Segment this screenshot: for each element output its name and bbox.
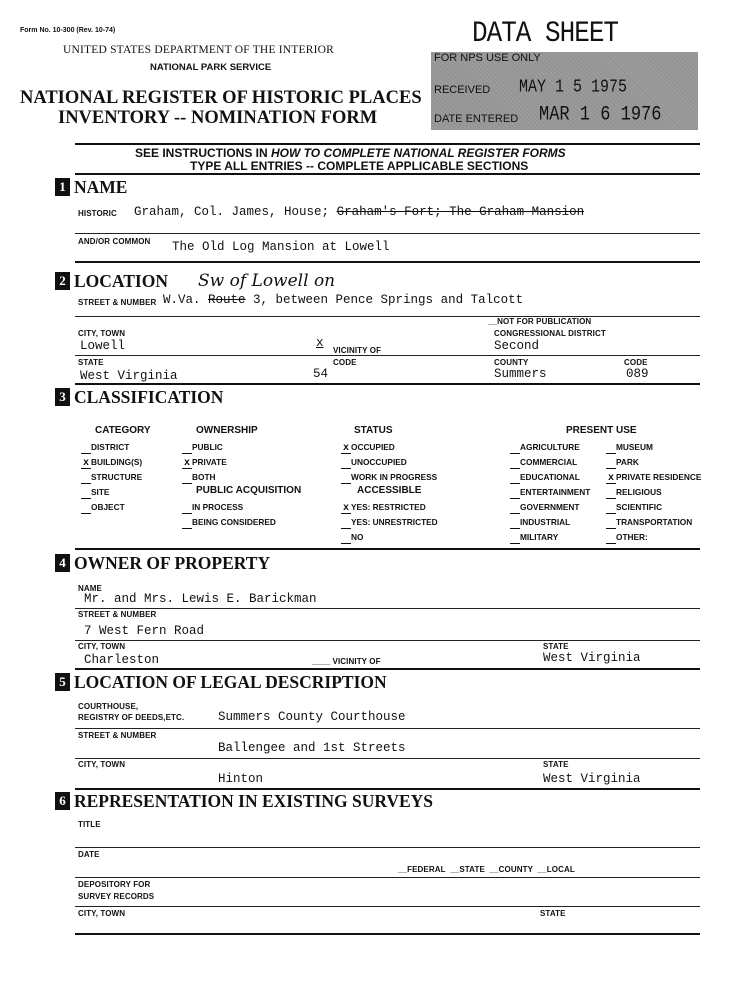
checkbox-accessible	[341, 517, 438, 529]
checkbox-mark	[606, 490, 616, 499]
vicinity-mark: x	[316, 336, 324, 350]
checkbox-mark	[81, 505, 91, 514]
checkbox-category	[81, 502, 125, 514]
checkbox-mark	[341, 520, 351, 529]
checkbox-label: NO	[351, 532, 364, 542]
checkbox-label: BEING CONSIDERED	[192, 517, 276, 527]
checkbox-accessible	[341, 502, 426, 514]
checkbox-mark	[606, 460, 616, 469]
legal-state: West Virginia	[543, 772, 641, 786]
checkbox-label: INDUSTRIAL	[520, 517, 571, 527]
checkbox-category	[81, 442, 129, 454]
checkbox-mark	[510, 505, 520, 514]
header-rule	[75, 143, 700, 145]
street-struck: Route	[208, 293, 246, 307]
checkbox-ownership	[182, 457, 227, 469]
checkbox-present2	[606, 442, 653, 454]
vicinity-label: VICINITY OF	[333, 346, 382, 355]
owner-street-label: STREET & NUMBER	[78, 610, 157, 619]
section-1-title: NAME	[74, 177, 128, 197]
checkbox-label: OBJECT	[91, 502, 125, 512]
form-title-line2: INVENTORY -- NOMINATION FORM	[58, 108, 378, 128]
checkbox-mark: x	[607, 473, 614, 484]
form-title-line1: NATIONAL REGISTER OF HISTORIC PLACES	[20, 88, 422, 108]
checkbox-mark	[182, 445, 192, 454]
checkbox-label: DISTRICT	[91, 442, 130, 452]
checkbox-present1	[510, 457, 577, 469]
checkbox-mark	[510, 520, 520, 529]
checkbox-label: YES: UNRESTRICTED	[351, 517, 438, 527]
checkbox-present1	[510, 487, 590, 499]
checkbox-label: COMMERCIAL	[520, 457, 578, 467]
state-code: 54	[313, 367, 329, 381]
section-5-title: LOCATION OF LEGAL DESCRIPTION	[74, 672, 387, 692]
ownership-heading: OWNERSHIP	[196, 425, 258, 436]
county-option: COUNTY	[498, 865, 534, 874]
owner-name-label: NAME	[78, 584, 102, 593]
common-label: AND/OR COMMON	[78, 237, 151, 246]
checkbox-category	[81, 487, 109, 499]
rule	[75, 316, 700, 317]
checkbox-present2	[606, 502, 662, 514]
checkbox-mark	[606, 535, 616, 544]
section-4-title: OWNER OF PROPERTY	[74, 553, 271, 573]
checkbox-present1	[510, 517, 570, 529]
checkbox-label: SCIENTIFIC	[616, 502, 663, 512]
owner-city-label: CITY, TOWN	[78, 642, 126, 651]
historic-name-struck: Graham's Fort; The Graham Mansion	[336, 205, 585, 219]
checkbox-label: OCCUPIED	[351, 442, 395, 452]
checkbox-mark	[606, 445, 616, 454]
checkbox-accessible	[341, 532, 363, 544]
rule	[75, 847, 700, 848]
location-street: W.Va. Route 3, between Pence Springs and Talcott	[163, 293, 524, 307]
nps-use-box	[431, 52, 698, 130]
present-use-heading: PRESENT USE	[566, 425, 637, 436]
checkbox-label: BUILDING(S)	[91, 457, 143, 467]
legal-city: Hinton	[218, 772, 264, 786]
agency-name: NATIONAL PARK SERVICE	[150, 62, 272, 73]
checkbox-present2	[606, 457, 639, 469]
checkbox-present1	[510, 442, 580, 454]
checkbox-label: OTHER:	[616, 532, 648, 542]
checkbox-status	[341, 472, 437, 484]
status-heading: STATUS	[354, 425, 393, 436]
checkbox-mark	[510, 535, 520, 544]
courthouse-name: Summers County Courthouse	[218, 710, 406, 724]
street-label: STREET & NUMBER	[78, 298, 157, 307]
rule	[75, 788, 700, 790]
checkbox-acquisition	[182, 517, 276, 529]
form-number: Form No. 10-300 (Rev. 10-74)	[20, 27, 116, 34]
section-4-number: 4	[55, 554, 70, 572]
section-6-title: REPRESENTATION IN EXISTING SURVEYS	[74, 791, 434, 811]
congressional-district: Second	[494, 339, 540, 353]
survey-level-options: __FEDERAL __STATE __COUNTY __LOCAL	[398, 865, 575, 874]
checkbox-label: PARK	[616, 457, 639, 467]
rule	[75, 933, 700, 935]
historic-name: Graham, Col. James, House; Graham's Fort; The Graham Mansion	[134, 205, 585, 219]
common-name: The Old Log Mansion at Lowell	[172, 240, 390, 254]
checkbox-mark	[182, 505, 192, 514]
checkbox-label: UNOCCUPIED	[351, 457, 407, 467]
city-label: CITY, TOWN	[78, 329, 126, 338]
checkbox-present2	[606, 532, 648, 544]
checkbox-label: MILITARY	[520, 532, 559, 542]
owner-state: West Virginia	[543, 651, 641, 665]
survey-date-label: DATE	[78, 850, 100, 859]
location-city: Lowell	[80, 339, 126, 353]
instructions-rule	[75, 173, 700, 175]
checkbox-status	[341, 442, 395, 454]
checkbox-mark	[81, 445, 91, 454]
checkbox-mark	[606, 505, 616, 514]
depository-label1: DEPOSITORY FOR	[78, 880, 151, 889]
rule	[75, 383, 700, 385]
owner-street: 7 West Fern Road	[84, 624, 205, 638]
congressional-label: CONGRESSIONAL DISTRICT	[494, 329, 606, 338]
checkbox-label: ENTERTAINMENT	[520, 487, 591, 497]
survey-city-label: CITY, TOWN	[78, 909, 126, 918]
legal-street-label: STREET & NUMBER	[78, 731, 157, 740]
county-code-label: CODE	[624, 358, 648, 367]
rule	[75, 355, 700, 356]
rule	[75, 548, 700, 550]
rule	[75, 758, 700, 759]
date-entered-label: DATE ENTERED	[434, 113, 519, 125]
checkbox-label: MUSEUM	[616, 442, 653, 452]
instructions-line2: TYPE ALL ENTRIES -- COMPLETE APPLICABLE SECTIONS	[190, 159, 529, 173]
survey-state-label: STATE	[540, 909, 566, 918]
depository-label2: SURVEY RECORDS	[78, 892, 155, 901]
checkbox-present1	[510, 532, 558, 544]
section-1-number: 1	[55, 178, 70, 196]
checkbox-mark	[81, 490, 91, 499]
state-option: STATE	[459, 865, 485, 874]
checkbox-mark: x	[342, 443, 349, 454]
historic-label: HISTORIC	[78, 209, 117, 218]
public-acquisition-heading: PUBLIC ACQUISITION	[196, 485, 302, 496]
legal-street: Ballengee and 1st Streets	[218, 741, 406, 755]
checkbox-label: STRUCTURE	[91, 472, 143, 482]
checkbox-label: GOVERNMENT	[520, 502, 580, 512]
data-sheet-stamp: DATA SHEET	[472, 15, 619, 51]
received-label: RECEIVED	[434, 84, 491, 96]
checkbox-present1	[510, 472, 580, 484]
section-2-number: 2	[55, 272, 70, 290]
checkbox-present2	[606, 517, 692, 529]
checkbox-category	[81, 457, 142, 469]
instructions-line1: SEE INSTRUCTIONS IN HOW TO COMPLETE NATIONAL REGISTER FORMS	[135, 146, 566, 160]
county-code: 089	[626, 367, 649, 381]
owner-vicinity-label: ____ VICINITY OF	[312, 657, 381, 666]
code-label: CODE	[333, 358, 357, 367]
checkbox-mark	[510, 475, 520, 484]
checkbox-label: YES: RESTRICTED	[351, 502, 426, 512]
rule	[75, 668, 700, 670]
section-3-number: 3	[55, 388, 70, 406]
checkbox-label: AGRICULTURE	[520, 442, 580, 452]
rule	[75, 877, 700, 878]
checkbox-status	[341, 457, 407, 469]
nps-use-title: FOR NPS USE ONLY	[434, 52, 541, 64]
checkbox-label: IN PROCESS	[192, 502, 244, 512]
state-label: STATE	[78, 358, 104, 367]
local-option: LOCAL	[546, 865, 575, 874]
checkbox-mark	[341, 535, 351, 544]
legal-city-label: CITY, TOWN	[78, 760, 126, 769]
rule	[75, 640, 700, 641]
rule	[75, 261, 700, 263]
category-heading: CATEGORY	[95, 425, 151, 436]
checkbox-mark	[510, 460, 520, 469]
rule	[75, 608, 700, 609]
federal-option: FEDERAL	[407, 865, 446, 874]
section-6-number: 6	[55, 792, 70, 810]
checkbox-mark	[510, 445, 520, 454]
checkbox-label: WORK IN PROGRESS	[351, 472, 438, 482]
checkbox-ownership	[182, 472, 216, 484]
checkbox-mark: x	[183, 458, 190, 469]
checkbox-label: EDUCATIONAL	[520, 472, 580, 482]
legal-state-label: STATE	[543, 760, 569, 769]
checkbox-present2	[606, 487, 662, 499]
rule	[75, 233, 700, 234]
checkbox-mark	[341, 460, 351, 469]
checkbox-present2	[606, 472, 701, 484]
checkbox-label: SITE	[91, 487, 110, 497]
owner-state-label: STATE	[543, 642, 569, 651]
section-5-number: 5	[55, 673, 70, 691]
checkbox-acquisition	[182, 502, 243, 514]
checkbox-ownership	[182, 442, 223, 454]
checkbox-mark	[510, 490, 520, 499]
checkbox-label: RELIGIOUS	[616, 487, 662, 497]
received-date: MAY 1 5 1975	[519, 77, 628, 98]
rule	[75, 728, 700, 729]
checkbox-mark: x	[342, 503, 349, 514]
checkbox-mark	[182, 520, 192, 529]
owner-city: Charleston	[84, 653, 160, 667]
checkbox-label: PRIVATE RESIDENCE	[616, 472, 702, 482]
county-label: COUNTY	[494, 358, 529, 367]
rule	[75, 906, 700, 907]
accessible-heading: ACCESSIBLE	[357, 485, 422, 496]
checkbox-category	[81, 472, 142, 484]
department-name: UNITED STATES DEPARTMENT OF THE INTERIOR	[63, 44, 335, 56]
checkbox-mark	[182, 475, 192, 484]
registry-label: REGISTRY OF DEEDS,ETC.	[78, 713, 185, 722]
checkbox-label: PUBLIC	[192, 442, 223, 452]
handwritten-note: Sw of Lowell on	[198, 271, 336, 291]
section-2-title: LOCATION	[74, 271, 168, 291]
section-3-title: CLASSIFICATION	[74, 387, 224, 407]
checkbox-present1	[510, 502, 579, 514]
location-state: West Virginia	[80, 369, 178, 383]
checkbox-label: PRIVATE	[192, 457, 227, 467]
checkbox-label: TRANSPORTATION	[616, 517, 693, 527]
survey-title-label: TITLE	[78, 820, 101, 829]
checkbox-label: BOTH	[192, 472, 216, 482]
not-for-publication: __NOT FOR PUBLICATION	[488, 317, 592, 326]
checkbox-mark	[606, 520, 616, 529]
location-county: Summers	[494, 367, 547, 381]
checkbox-mark: x	[82, 458, 89, 469]
courthouse-label: COURTHOUSE,	[78, 702, 139, 711]
owner-name: Mr. and Mrs. Lewis E. Barickman	[84, 592, 317, 606]
checkbox-mark	[341, 475, 351, 484]
date-entered-value: MAR 1 6 1976	[539, 104, 662, 127]
checkbox-mark	[81, 475, 91, 484]
